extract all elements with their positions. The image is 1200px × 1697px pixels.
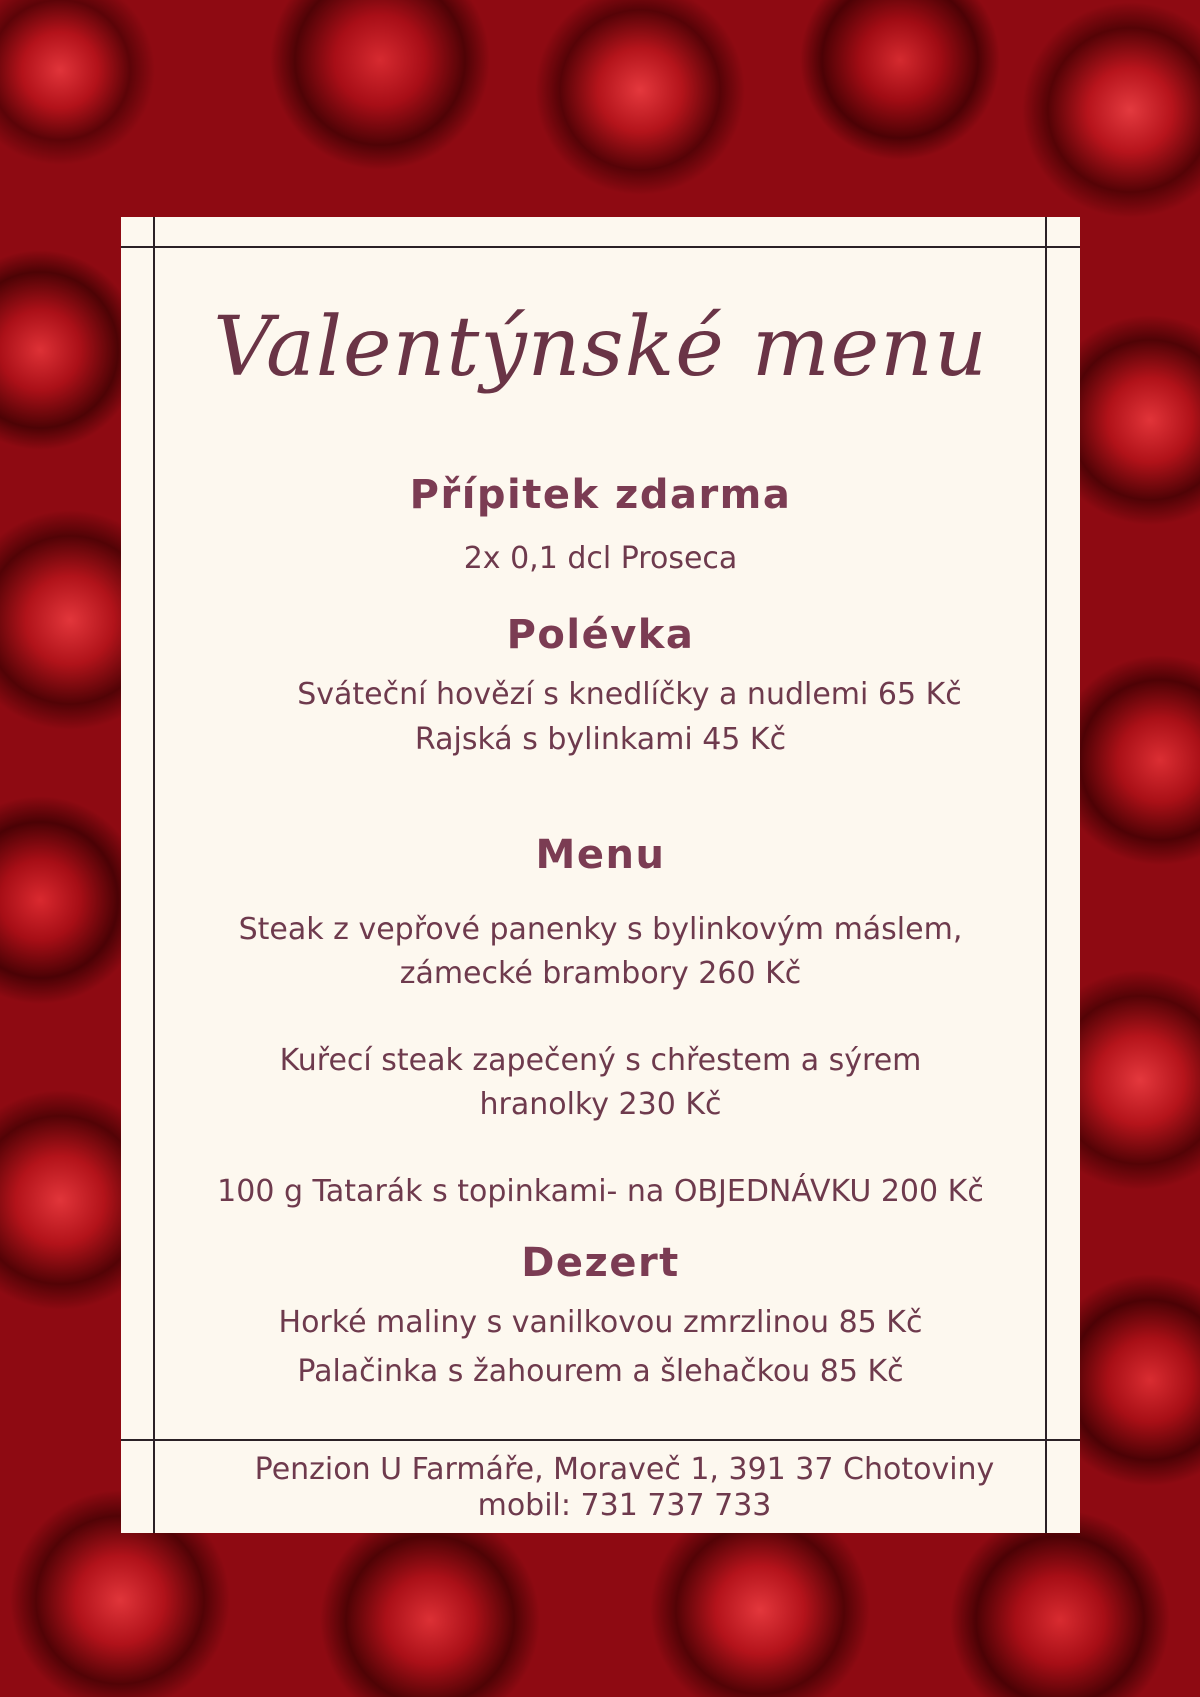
- toast-item: 2x 0,1 dcl Proseca: [463, 541, 738, 576]
- section-heading-soup: Polévka: [506, 612, 695, 658]
- main-course-item: Kuřecí steak zapečený s chřestem a sýrem: [279, 1043, 922, 1078]
- footer-phone: mobil: 731 737 733: [477, 1488, 772, 1523]
- main-course-item: zámecké brambory 260 Kč: [399, 956, 802, 991]
- section-heading-dessert: Dezert: [521, 1240, 680, 1286]
- dessert-item: Palačinka s žahourem a šlehačkou 85 Kč: [297, 1354, 904, 1389]
- footer-address: Penzion U Farmáře, Moraveč 1, 391 37 Chotoviny: [254, 1452, 995, 1487]
- dessert-item: Horké maliny s vanilkovou zmrzlinou 85 Kč: [278, 1305, 923, 1340]
- main-course-item: hranolky 230 Kč: [479, 1087, 722, 1122]
- menu-title: Valentýnské menu: [213, 300, 988, 395]
- main-course-item: 100 g Tatarák s topinkami- na OBJEDNÁVKU 200 Kč: [217, 1174, 984, 1209]
- section-heading-main: Menu: [535, 832, 666, 878]
- frame-line-bottom: [121, 1439, 1080, 1441]
- main-course-item: Steak z vepřové panenky s bylinkovým máslem,: [238, 912, 963, 947]
- soup-item: Sváteční hovězí s knedlíčky a nudlemi 65 Kč: [297, 677, 962, 712]
- soup-item: Rajská s bylinkami 45 Kč: [414, 722, 787, 757]
- frame-line-top: [121, 246, 1080, 248]
- section-heading-toast: Přípitek zdarma: [409, 472, 792, 518]
